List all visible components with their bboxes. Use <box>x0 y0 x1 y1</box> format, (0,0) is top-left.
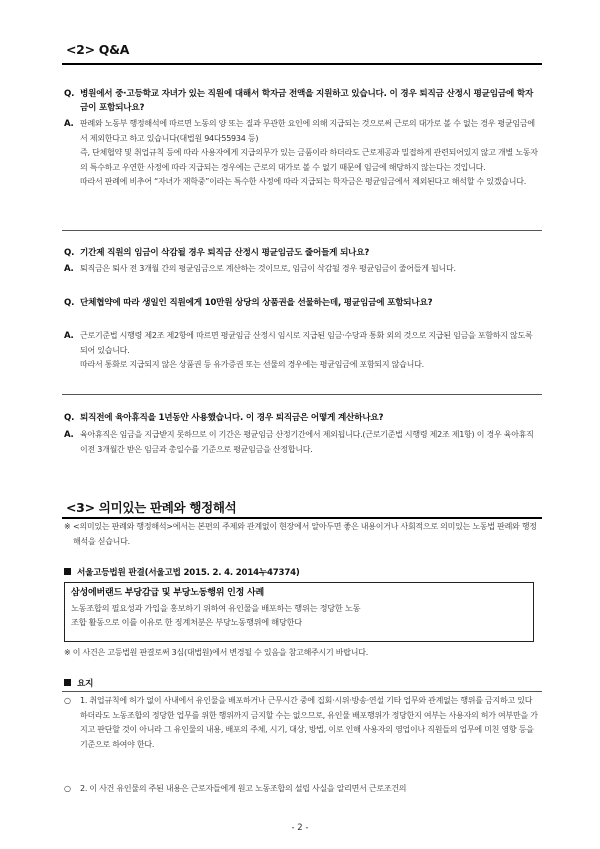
question-text: 단체협약에 따라 생일인 직원에게 10만원 상당의 상품권을 선물하는데, 평균임금에 포함되나요? <box>80 298 433 308</box>
answer-paragraph: 즉, 단체협약 및 취업규칙 등에 따라 사용자에게 지급의무가 있는 금품이라 하더라도 근로제공과 밀접하게 관련되어있지 않고 개별 노동자의 특수하고 우연한 사정에 따라 지급되는 경우에는 근로의 대가로 볼 수 없기 때문에 임금에 해당하지 않는다는 것입니다. <box>80 148 538 172</box>
question-label: Q. <box>64 248 75 258</box>
summary-item-1 <box>64 694 538 752</box>
case-title <box>64 566 300 578</box>
question-2 <box>64 246 538 260</box>
section-heading-cases: <3> 의미있는 판례와 행정해석 <box>66 500 237 515</box>
answer-2 <box>64 262 538 277</box>
summary-heading <box>64 677 93 689</box>
question-label: Q. <box>64 298 75 308</box>
answer-paragraph: 따라서 통화로 지급되지 않은 상품권 등 유가증권 또는 선물의 경우에는 평균임금에 포함되지 않습니다. <box>80 360 424 369</box>
summary-heading-text: 요지 <box>77 679 94 689</box>
question-text: 병원에서 중·고등학교 자녀가 있는 직원에 대해서 학자금 전액을 지원하고 있습니다. 이 경우 퇴직금 산정시 평균임금에 학자금이 포함되나요? <box>80 89 534 113</box>
section-heading-qa: <2> Q&A <box>66 42 130 57</box>
answer-paragraph: 판례와 노동부 행정해석에 따르면 노동의 양 또는 질과 무관한 요인에 의해 지급되는 것으로써 근로의 대가로 볼 수 없는 경우 평균임금에서 제외한다고 하고 있습니다(대법원 94다55934 등) <box>80 119 535 143</box>
answer-3 <box>64 329 538 373</box>
case-summary-box <box>64 582 534 642</box>
summary-divider <box>62 691 542 692</box>
answer-4 <box>64 428 538 457</box>
cases-intro-text: <의미있는 판례와 행정해석>에서는 본편의 주제와 관계없이 현장에서 알아두면 좋은 내용이거나 사회적으로 의미있는 노동법 판례와 행정해석을 싣습니다. <box>73 522 537 546</box>
section-divider <box>62 517 542 519</box>
answer-paragraph: 퇴직금은 퇴사 전 3개월 간의 평균임금으로 계산하는 것이므로, 임금이 삭감될 경우 평균임금이 줄어들게 됩니다. <box>80 264 456 273</box>
qa-divider <box>62 230 542 231</box>
square-bullet-icon <box>64 568 71 575</box>
summary-item-text: 1. 취업규칙에 허가 없이 사내에서 유인물을 배포하거나 근무시간 중에 집회·시위·방송·연설 기타 업무와 관계없는 행위를 금지하고 있다 하더라도 노동조합의 정당한 업무를 위한 행위까지 금지할 수는 없으므로, 유인물 배포행위가 정당한지 여부는 사용자의 허가 여부만을 가지고 판단할 것이 아니라 그 유인물의 내용, 배포의 주체, 시기, 대상, 방법, 이로 인해 사용자의 영업이나 직원들의 업무에 미친 영향 등을 기준으로 하여야 한다. <box>80 696 538 749</box>
question-3 <box>64 296 538 310</box>
answer-label: A. <box>64 119 74 129</box>
circle-bullet-icon: ○ <box>64 784 71 793</box>
question-label: Q. <box>64 89 75 99</box>
case-box-line: 조합 활동으로 이를 이유로 한 징계처분은 부당노동행위에 해당한다 <box>71 617 302 627</box>
note-mark: ※ <box>64 522 71 531</box>
answer-label: A. <box>64 430 74 440</box>
question-1 <box>64 87 538 115</box>
section-divider <box>62 63 542 65</box>
summary-item-text: 2. 이 사건 유인물의 주된 내용은 근로자들에게 원고 노동조합의 설립 사실을 알리면서 근로조건의 <box>80 784 407 793</box>
question-label: Q. <box>64 413 75 423</box>
answer-label: A. <box>64 331 74 341</box>
answer-1 <box>64 117 538 190</box>
answer-paragraph: 따라서 판례에 비추어 “자녀가 재학중”이라는 특수한 사정에 따라 지급되는 학자금은 평균임금에서 제외된다고 해석할 수 있겠습니다. <box>80 177 526 186</box>
qa-divider <box>62 394 542 395</box>
circle-bullet-icon: ○ <box>64 696 71 705</box>
case-box-title: 삼성에버랜드 부당감급 및 부당노동행위 인정 사례 <box>71 588 265 598</box>
page-number: - 2 - <box>291 823 309 833</box>
square-bullet-icon <box>64 679 71 686</box>
case-title-text: 서울고등법원 판결(서울고법 2015. 2. 4. 2014누47374) <box>77 568 300 578</box>
answer-paragraph: 육아휴직은 임금을 지급받지 못하므로 이 기간은 평균임금 산정기간에서 제외됩니다.(근로기준법 시행령 제2조 제1항) 이 경우 육아휴직 이전 3개월간 받은 임금과 총일수를 기준으로 평균임금을 산정합니다. <box>80 430 534 454</box>
case-box-line: 노동조합의 필요성과 가입을 홍보하기 위하여 유인물을 배포하는 행위는 정당한 노동 <box>71 602 361 613</box>
question-text: 퇴직전에 육아휴직을 1년동안 사용했습니다. 이 경우 퇴직금은 어떻게 계산하나요? <box>80 413 384 423</box>
answer-label: A. <box>64 264 74 274</box>
case-note: ※ 이 사건은 고등법원 판결로써 3심(대법원)에서 변경될 수 있음을 참고해주시기 바랍니다. <box>64 648 368 657</box>
cases-intro <box>64 520 538 549</box>
question-4 <box>64 411 538 425</box>
question-text: 기간제 직원의 임금이 삭감될 경우 퇴직금 산정시 평균임금도 줄어들게 되나요? <box>80 248 370 258</box>
summary-item-2 <box>64 782 538 797</box>
answer-paragraph: 근로기준법 시행령 제2조 제2항에 따르면 평균임금 산정시 임시로 지급된 임금·수당과 통화 외의 것으로 지급된 임금을 포함하지 않도록 되어 있습니다. <box>80 331 533 355</box>
